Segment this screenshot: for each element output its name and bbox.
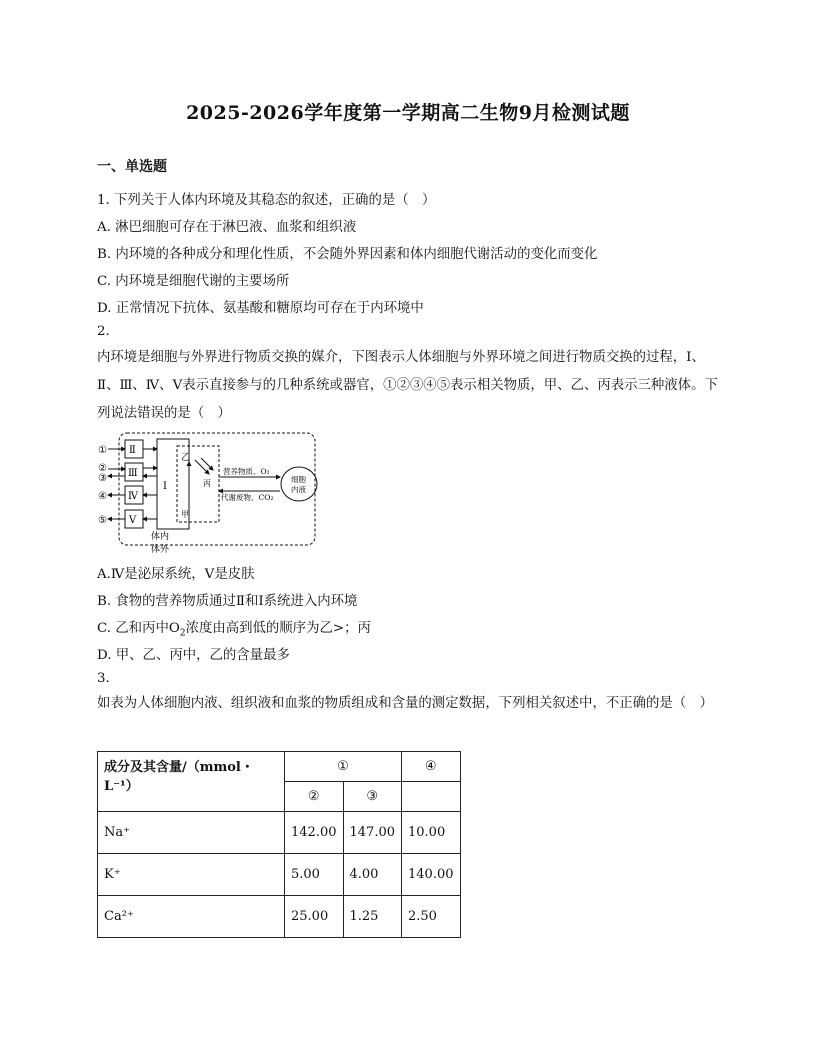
label-organ-v: Ⅴ: [129, 515, 137, 526]
label-num-5: ⑤: [98, 515, 107, 526]
table-row: [98, 812, 461, 854]
q2-option-d: D. 甲、乙、丙中，乙的含量最多: [97, 648, 290, 663]
label-cell-2: 内液: [291, 485, 306, 494]
table-empty-cell: [402, 782, 461, 812]
composition-table: [97, 751, 461, 938]
label-num-3: ③: [98, 473, 107, 484]
table-cell: 147.00: [343, 812, 402, 854]
label-organ-ii: Ⅱ: [129, 445, 136, 456]
table-cell: 1.25: [343, 896, 402, 938]
label-fluid-jia: 甲: [181, 510, 189, 519]
label-num-4: ④: [98, 491, 107, 502]
label-num-2: ②: [98, 463, 107, 474]
table-cell: 5.00: [285, 854, 344, 896]
table-row: [98, 896, 461, 938]
label-fluid-yi: 乙: [181, 453, 191, 463]
label-organ-iii: Ⅲ: [128, 468, 138, 479]
label-organ-iv: Ⅳ: [128, 491, 138, 502]
table-cell-name: Ca²⁺: [98, 896, 285, 938]
label-cell-1: 细胞: [291, 475, 306, 484]
table-cell-name: Na⁺: [98, 812, 285, 854]
body-boundary: [119, 433, 315, 545]
q3-stem: 如表为人体细胞内液、组织液和血浆的物质组成和含量的测定数据，下列相关叙述中，不正确的是（ ）: [97, 696, 713, 711]
q2-option-c-pre: C. 乙和丙中O: [97, 621, 180, 636]
table-header-label: 成分及其含量/（mmol・L⁻¹）: [98, 752, 285, 812]
q2-number: 2.: [97, 324, 110, 339]
table-row: [98, 854, 461, 896]
q3-number: 3.: [97, 671, 110, 686]
q2-option-c-post: 浓度由高到低的顺序为乙>；丙: [185, 621, 371, 636]
label-inside: 体内: [151, 532, 170, 542]
section-heading: 一、单选题: [97, 159, 167, 175]
table-col-3: ③: [343, 782, 402, 812]
label-waste: 代谢废物、CO₂: [221, 493, 274, 502]
q2-option-c: [97, 617, 371, 639]
q2-option-c-sub: 2: [179, 628, 186, 639]
exchange-diagram: [97, 430, 319, 554]
table-cell: 140.00: [402, 854, 461, 896]
label-nutrients: 营养物质、O₂: [223, 467, 270, 476]
q1-option-d: D. 正常情况下抗体、氨基酸和糖原均可存在于内环境中: [97, 301, 424, 316]
table-col-2: ②: [285, 782, 344, 812]
table-cell: 10.00: [402, 812, 461, 854]
q1-option-a: A. 淋巴细胞可存在于淋巴液、血浆和组织液: [97, 220, 357, 235]
label-system-i: Ⅰ: [163, 481, 167, 492]
table-cell: 2.50: [402, 896, 461, 938]
q1-stem: 1. 下列关于人体内环境及其稳态的叙述，正确的是（ ）: [97, 193, 436, 208]
label-fluid-bing: 丙: [203, 479, 211, 488]
q1-option-c: C. 内环境是细胞代谢的主要场所: [97, 274, 290, 289]
q2-option-b: B. 食物的营养物质通过Ⅱ和Ⅰ系统进入内环境: [97, 594, 358, 609]
table-cell: 142.00: [285, 812, 344, 854]
label-num-1: ①: [98, 445, 107, 456]
cell-circle: [281, 467, 317, 501]
page-title: 2025-2026学年度第一学期高二生物9月检测试题: [186, 102, 630, 124]
label-outside: 体外: [151, 545, 170, 554]
q2-stem: 内环境是细胞与外界进行物质交换的媒介，下图表示人体细胞与外界环境之间进行物质交换的过程，Ⅰ、Ⅱ、Ⅲ、Ⅳ、Ⅴ表示直接参与的几种系统或器官，①②③④⑤表示相关物质，甲、乙、丙表示三种液体。下列说法错误的是（ ）: [97, 350, 718, 421]
table-cell: 25.00: [285, 896, 344, 938]
table-cell-name: K⁺: [98, 854, 285, 896]
q1-option-b: B. 内环境的各种成分和理化性质，不会随外界因素和体内细胞代谢活动的变化而变化: [97, 247, 598, 262]
table-col-1: ①: [285, 752, 402, 782]
table-col-4: ④: [402, 752, 461, 782]
q2-option-a: A.Ⅳ是泌尿系统，Ⅴ是皮肤: [97, 567, 255, 582]
table-cell: 4.00: [343, 854, 402, 896]
